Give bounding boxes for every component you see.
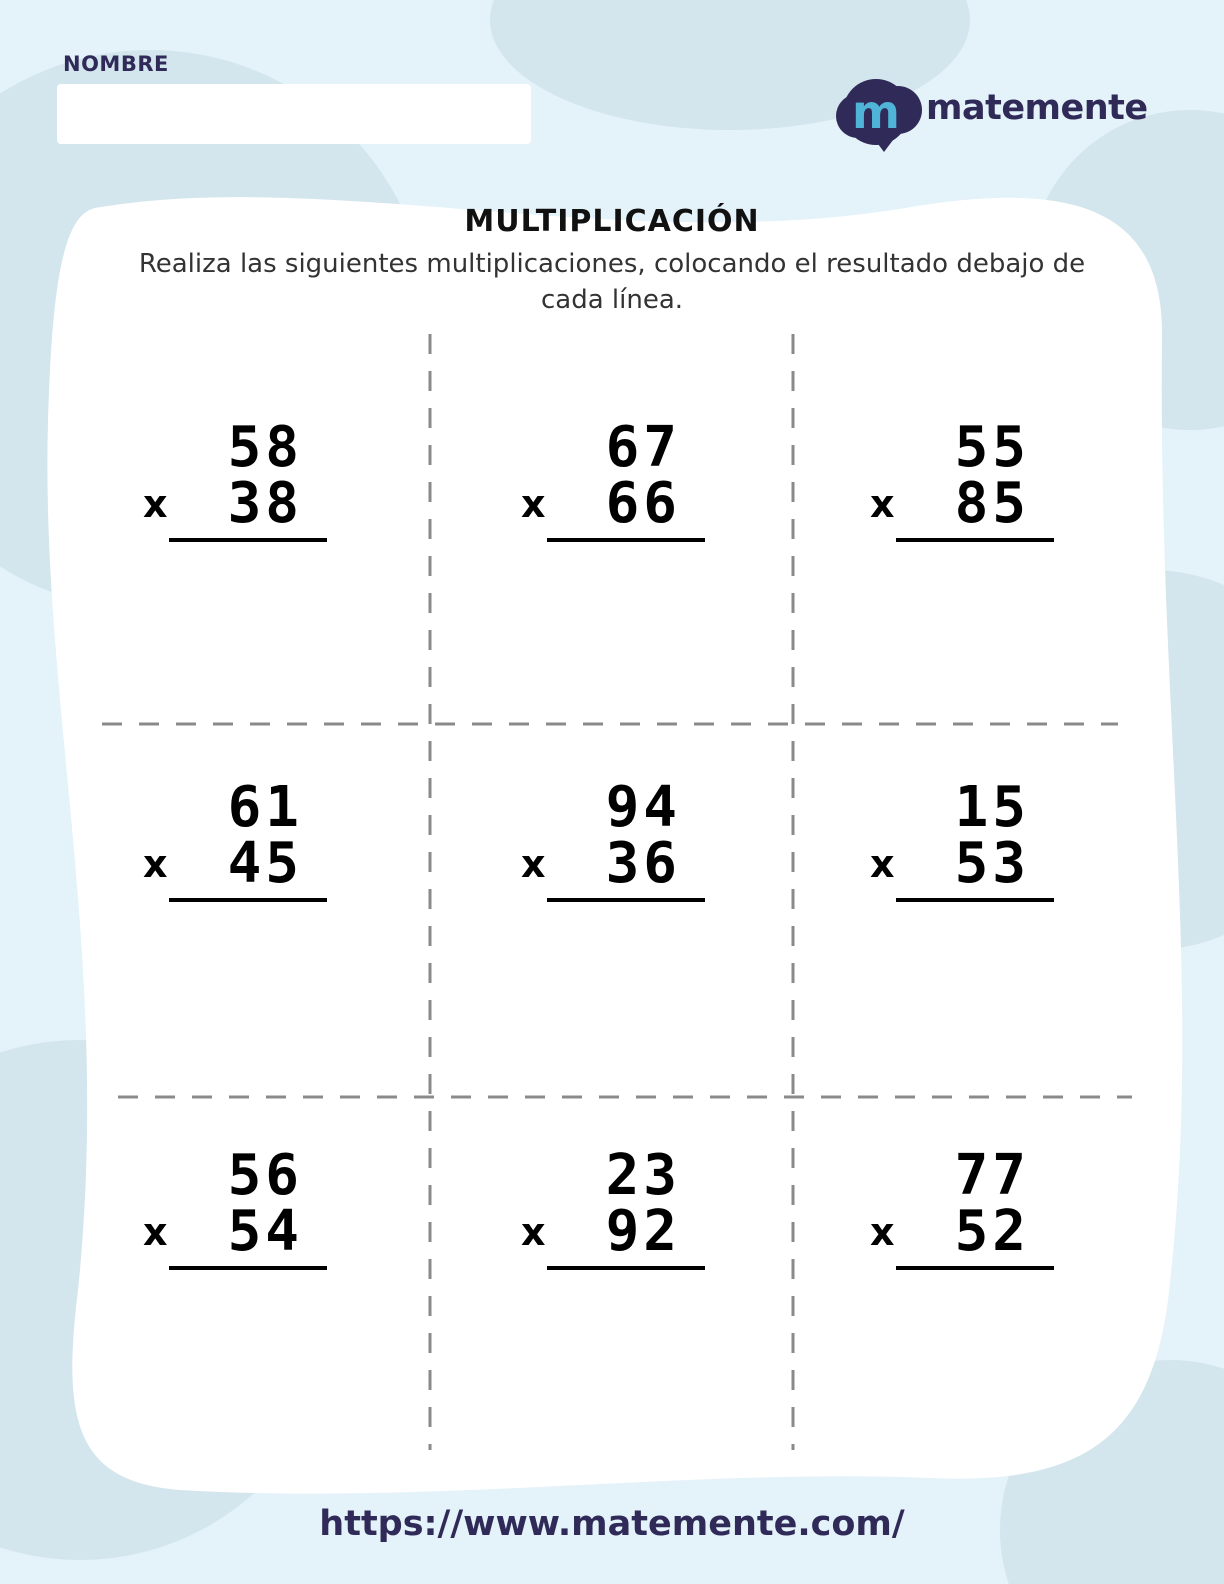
answer-line xyxy=(547,898,705,902)
logo-letter: m xyxy=(852,85,900,139)
multiplier: 45 xyxy=(227,831,303,896)
multiplicand: 58 xyxy=(227,415,303,480)
multiplicand: 77 xyxy=(954,1143,1030,1208)
worksheet-title: MULTIPLICACIÓN xyxy=(464,204,760,239)
multiplication-problem xyxy=(143,1143,343,1288)
multiplier: 54 xyxy=(227,1199,303,1264)
multiplier: 38 xyxy=(227,471,303,536)
multiplicand: 56 xyxy=(227,1143,303,1208)
worksheet-instructions: Realiza las siguientes multiplicaciones, colocando el resultado debajo de cada línea. xyxy=(138,249,1086,315)
answer-line xyxy=(896,1266,1054,1270)
multiplication-problem xyxy=(870,775,1070,920)
multiply-sign: x xyxy=(521,1210,546,1254)
answer-line xyxy=(547,538,705,542)
multiplicand: 61 xyxy=(227,775,303,840)
multiplication-problem xyxy=(143,775,343,920)
logo-text: matemente xyxy=(926,88,1148,128)
multiplicand: 94 xyxy=(605,775,681,840)
multiply-sign: x xyxy=(143,1210,168,1254)
multiplier: 53 xyxy=(954,831,1030,896)
multiply-sign: x xyxy=(870,1210,895,1254)
multiply-sign: x xyxy=(521,842,546,886)
multiply-sign: x xyxy=(143,842,168,886)
website-url: https://www.matemente.com/ xyxy=(319,1504,905,1544)
name-label: NOMBRE xyxy=(63,52,169,76)
multiplicand: 15 xyxy=(954,775,1030,840)
multiplication-problem xyxy=(521,775,721,920)
multiplication-problem xyxy=(521,1143,721,1288)
multiplication-problem xyxy=(521,415,721,560)
answer-line xyxy=(547,1266,705,1270)
answer-line xyxy=(169,898,327,902)
answer-line xyxy=(169,1266,327,1270)
multiply-sign: x xyxy=(521,482,546,526)
answer-line xyxy=(896,538,1054,542)
answer-line xyxy=(169,538,327,542)
multiplication-problem xyxy=(143,415,343,560)
multiplicand: 55 xyxy=(954,415,1030,480)
multiplicand: 67 xyxy=(605,415,681,480)
multiply-sign: x xyxy=(870,482,895,526)
multiplier: 92 xyxy=(605,1199,681,1264)
multiplier: 36 xyxy=(605,831,681,896)
multiplication-problem xyxy=(870,415,1070,560)
multiplier: 52 xyxy=(954,1199,1030,1264)
multiplier: 66 xyxy=(605,471,681,536)
answer-line xyxy=(896,898,1054,902)
multiplication-problem xyxy=(870,1143,1070,1288)
multiply-sign: x xyxy=(143,482,168,526)
multiplier: 85 xyxy=(954,471,1030,536)
multiply-sign: x xyxy=(870,842,895,886)
multiplicand: 23 xyxy=(605,1143,681,1208)
